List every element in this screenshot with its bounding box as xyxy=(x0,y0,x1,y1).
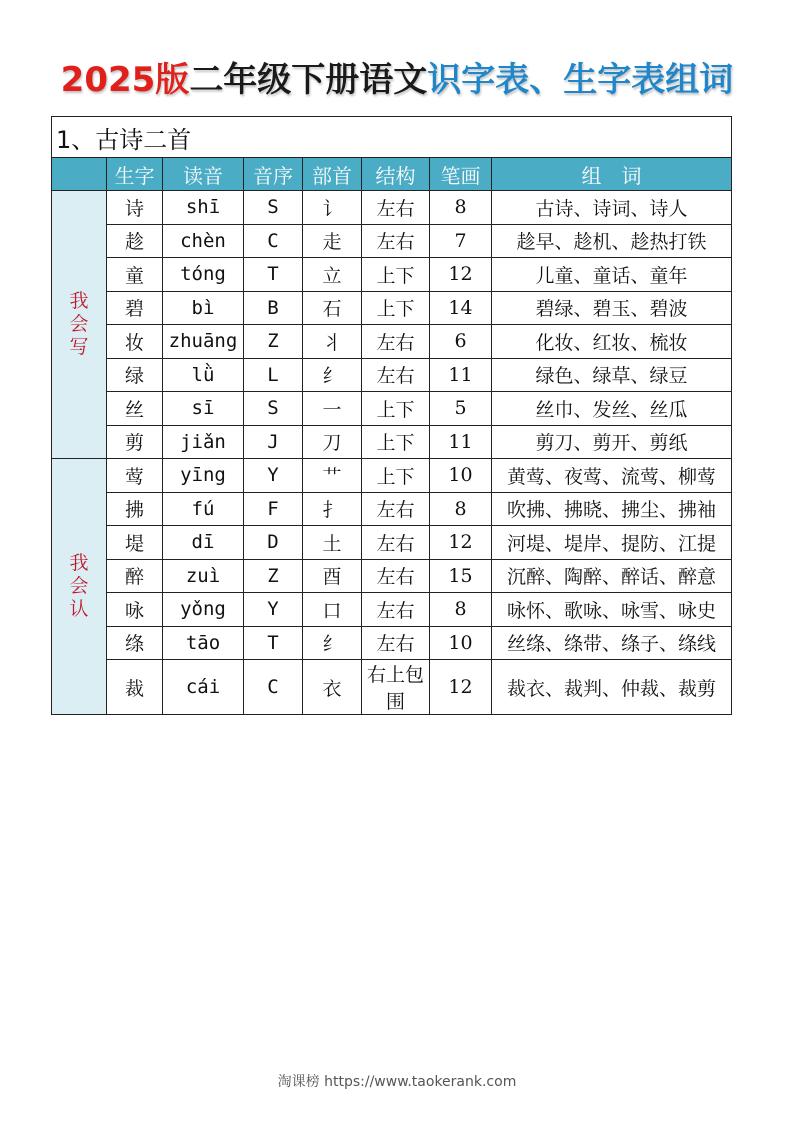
cell-structure: 左右 xyxy=(362,559,430,593)
cell-words: 河堤、堤岸、提防、江提 xyxy=(492,526,732,560)
cell-words: 吹拂、拂晓、拂尘、拂袖 xyxy=(492,492,732,526)
cell-radical: 讠 xyxy=(303,191,362,225)
header-words: 组 词 xyxy=(492,158,732,191)
header-character: 生字 xyxy=(107,158,163,191)
cell-radical: 刀 xyxy=(303,425,362,459)
cell-radical: 立 xyxy=(303,258,362,292)
cell-initial: Z xyxy=(244,559,303,593)
header-row xyxy=(52,158,732,191)
cell-strokes: 11 xyxy=(430,358,492,392)
cell-pinyin: lǜ xyxy=(163,358,244,392)
cell-pinyin: cái xyxy=(163,660,244,715)
cell-pinyin: bì xyxy=(163,291,244,325)
group-label-char: 我 xyxy=(69,552,89,575)
table-row xyxy=(52,660,732,715)
cell-pinyin: dī xyxy=(163,526,244,560)
cell-character: 妆 xyxy=(107,325,163,359)
cell-structure: 上下 xyxy=(362,425,430,459)
cell-pinyin: fú xyxy=(163,492,244,526)
cell-pinyin: zuì xyxy=(163,559,244,593)
cell-initial: D xyxy=(244,526,303,560)
table-row xyxy=(52,626,732,660)
cell-radical: 衣 xyxy=(303,660,362,715)
cell-words: 黄莺、夜莺、流莺、柳莺 xyxy=(492,459,732,493)
cell-pinyin: yīng xyxy=(163,459,244,493)
cell-structure: 左右 xyxy=(362,358,430,392)
cell-pinyin: sī xyxy=(163,392,244,426)
cell-strokes: 12 xyxy=(430,258,492,292)
table-row xyxy=(52,291,732,325)
cell-initial: T xyxy=(244,626,303,660)
cell-strokes: 15 xyxy=(430,559,492,593)
cell-words: 儿童、童话、童年 xyxy=(492,258,732,292)
cell-strokes: 7 xyxy=(430,224,492,258)
table-row xyxy=(52,459,732,493)
table-row xyxy=(52,492,732,526)
cell-words: 剪刀、剪开、剪纸 xyxy=(492,425,732,459)
cell-pinyin: zhuāng xyxy=(163,325,244,359)
cell-strokes: 8 xyxy=(430,191,492,225)
cell-initial: C xyxy=(244,224,303,258)
cell-character: 裁 xyxy=(107,660,163,715)
group-label-char: 会 xyxy=(69,313,89,336)
cell-words: 古诗、诗词、诗人 xyxy=(492,191,732,225)
cell-initial: Z xyxy=(244,325,303,359)
cell-character: 咏 xyxy=(107,593,163,627)
cell-structure: 上下 xyxy=(362,291,430,325)
cell-words: 丝巾、发丝、丝瓜 xyxy=(492,392,732,426)
cell-words: 碧绿、碧玉、碧波 xyxy=(492,291,732,325)
cell-words: 裁衣、裁判、仲裁、裁剪 xyxy=(492,660,732,715)
character-table xyxy=(51,116,732,715)
cell-radical: 口 xyxy=(303,593,362,627)
cell-initial: F xyxy=(244,492,303,526)
group-label-char: 我 xyxy=(69,290,89,313)
cell-words: 咏怀、歌咏、咏雪、咏史 xyxy=(492,593,732,627)
cell-structure: 左右 xyxy=(362,224,430,258)
cell-structure: 右上包围 xyxy=(362,660,430,715)
cell-radical: 一 xyxy=(303,392,362,426)
cell-structure: 左右 xyxy=(362,492,430,526)
header-initial: 音序 xyxy=(244,158,303,191)
cell-character: 剪 xyxy=(107,425,163,459)
cell-character: 趁 xyxy=(107,224,163,258)
cell-words: 绿色、绿草、绿豆 xyxy=(492,358,732,392)
cell-strokes: 8 xyxy=(430,593,492,627)
page-title xyxy=(0,52,794,101)
header-pinyin: 读音 xyxy=(163,158,244,191)
group-label-char: 认 xyxy=(69,597,89,620)
cell-radical: 酉 xyxy=(303,559,362,593)
cell-strokes: 10 xyxy=(430,459,492,493)
cell-initial: C xyxy=(244,660,303,715)
cell-character: 诗 xyxy=(107,191,163,225)
cell-radical: 丬 xyxy=(303,325,362,359)
cell-radical: 扌 xyxy=(303,492,362,526)
cell-strokes: 14 xyxy=(430,291,492,325)
cell-structure: 左右 xyxy=(362,626,430,660)
cell-initial: S xyxy=(244,392,303,426)
cell-strokes: 11 xyxy=(430,425,492,459)
cell-character: 绿 xyxy=(107,358,163,392)
cell-words: 趁早、趁机、趁热打铁 xyxy=(492,224,732,258)
group-label xyxy=(52,459,107,715)
cell-character: 绦 xyxy=(107,626,163,660)
header-blank xyxy=(52,158,107,191)
cell-structure: 上下 xyxy=(362,392,430,426)
cell-words: 化妆、红妆、梳妆 xyxy=(492,325,732,359)
cell-radical: 纟 xyxy=(303,358,362,392)
table-row xyxy=(52,526,732,560)
title-topic: 识字表、生字表组词 xyxy=(427,60,734,100)
group-label-char: 写 xyxy=(69,335,89,358)
cell-radical: 石 xyxy=(303,291,362,325)
cell-character: 莺 xyxy=(107,459,163,493)
cell-strokes: 5 xyxy=(430,392,492,426)
cell-pinyin: yǒng xyxy=(163,593,244,627)
cell-words: 丝绦、绦带、绦子、绦线 xyxy=(492,626,732,660)
cell-pinyin: tóng xyxy=(163,258,244,292)
title-year: 2025版 xyxy=(60,60,190,100)
section-heading: 1、古诗二首 xyxy=(52,117,732,158)
header-structure: 结构 xyxy=(362,158,430,191)
header-radical: 部首 xyxy=(303,158,362,191)
table-row xyxy=(52,358,732,392)
group-label xyxy=(52,191,107,459)
table-row xyxy=(52,392,732,426)
table-row xyxy=(52,559,732,593)
cell-strokes: 8 xyxy=(430,492,492,526)
cell-pinyin: jiǎn xyxy=(163,425,244,459)
cell-character: 丝 xyxy=(107,392,163,426)
cell-character: 拂 xyxy=(107,492,163,526)
cell-structure: 左右 xyxy=(362,526,430,560)
table-row xyxy=(52,325,732,359)
cell-character: 堤 xyxy=(107,526,163,560)
table-row xyxy=(52,191,732,225)
cell-pinyin: chèn xyxy=(163,224,244,258)
cell-words: 沉醉、陶醉、醉话、醉意 xyxy=(492,559,732,593)
cell-character: 醉 xyxy=(107,559,163,593)
cell-initial: B xyxy=(244,291,303,325)
cell-structure: 左右 xyxy=(362,325,430,359)
cell-radical: 艹 xyxy=(303,459,362,493)
cell-strokes: 12 xyxy=(430,660,492,715)
table-row xyxy=(52,593,732,627)
cell-pinyin: shī xyxy=(163,191,244,225)
cell-radical: 走 xyxy=(303,224,362,258)
title-grade: 二年级下册语文 xyxy=(189,60,428,100)
cell-structure: 左右 xyxy=(362,593,430,627)
cell-initial: L xyxy=(244,358,303,392)
cell-structure: 上下 xyxy=(362,459,430,493)
table-row xyxy=(52,425,732,459)
cell-structure: 上下 xyxy=(362,258,430,292)
cell-character: 碧 xyxy=(107,291,163,325)
cell-structure: 左右 xyxy=(362,191,430,225)
cell-strokes: 10 xyxy=(430,626,492,660)
cell-initial: Y xyxy=(244,459,303,493)
cell-strokes: 12 xyxy=(430,526,492,560)
cell-radical: 土 xyxy=(303,526,362,560)
cell-strokes: 6 xyxy=(430,325,492,359)
group-label-char: 会 xyxy=(69,575,89,598)
cell-radical: 纟 xyxy=(303,626,362,660)
footer-link[interactable]: 淘课榜 https://www.taokerank.com xyxy=(277,1074,517,1090)
header-strokes: 笔画 xyxy=(430,158,492,191)
table-row xyxy=(52,224,732,258)
cell-initial: J xyxy=(244,425,303,459)
cell-character: 童 xyxy=(107,258,163,292)
cell-initial: T xyxy=(244,258,303,292)
cell-initial: S xyxy=(244,191,303,225)
table-row xyxy=(52,258,732,292)
cell-initial: Y xyxy=(244,593,303,627)
cell-pinyin: tāo xyxy=(163,626,244,660)
